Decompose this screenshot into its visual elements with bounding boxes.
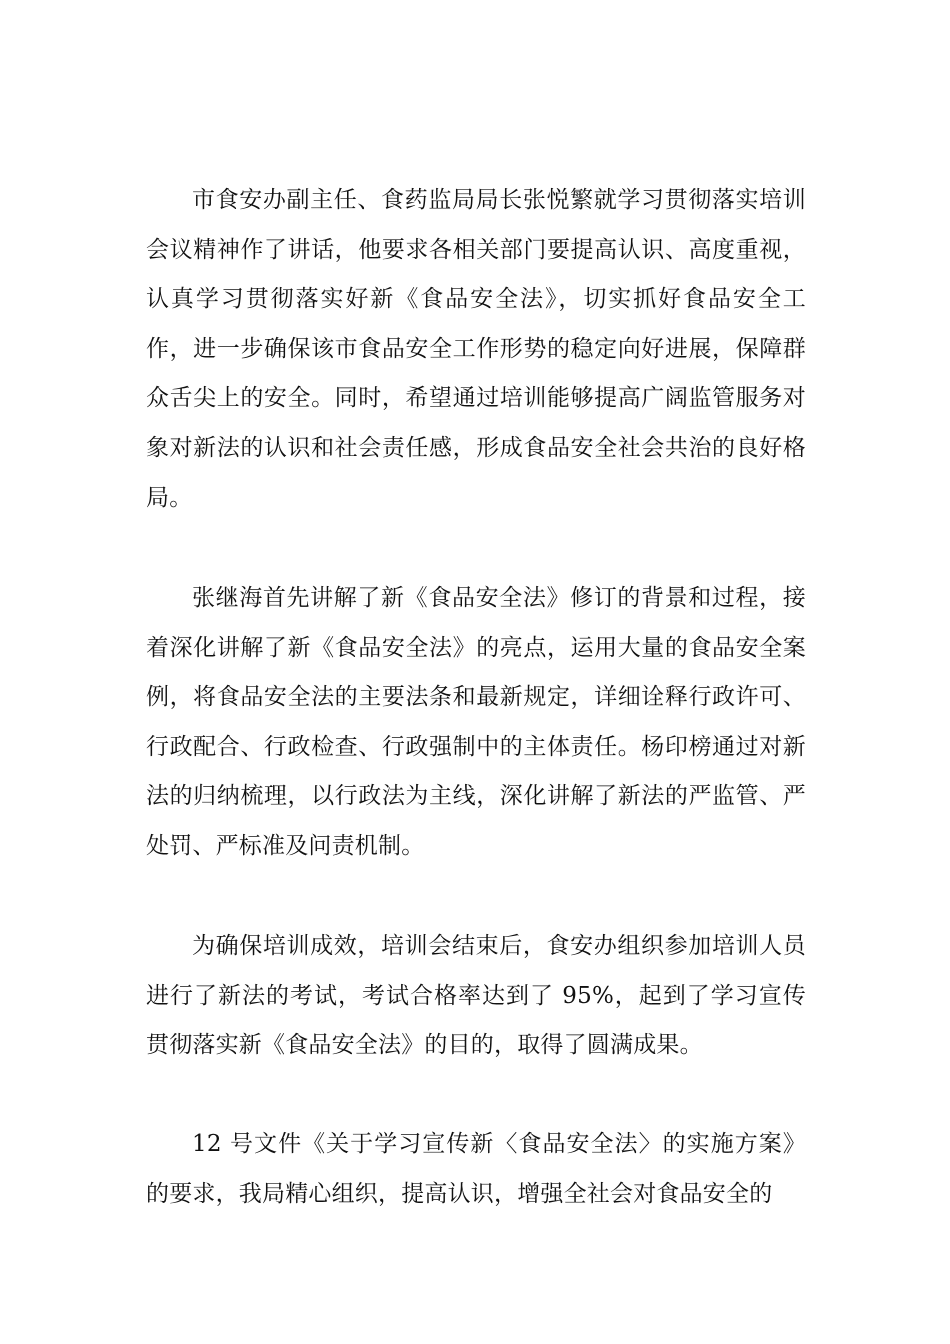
paragraph-exam: 为确保培训成效，培训会结束后，食安办组织参加培训人员进行了新法的考试，考试合格率达到了 95%，起到了学习宣传贯彻落实新《食品安全法》的目的，取得了圆满成果。 xyxy=(146,933,806,1059)
paragraph-implementation: 12 号文件《关于学习宣传新〈食品安全法〉的实施方案》的要求，我局精心组织，提高认识，增强全社会对食品安全的 xyxy=(146,1131,806,1207)
paragraph-lecture: 张继海首先讲解了新《食品安全法》修订的背景和过程，接着深化讲解了新《食品安全法》的亮点，运用大量的食品安全案例，将食品安全法的主要法条和最新规定，详细诠释行政许可、行政配合、行政检查、行政强制中的主体责任。杨印榜通过对新法的归纳梳理，以行政法为主线，深化讲解了新法的严监管、严处罚、严标准及问责机制。 xyxy=(146,585,806,859)
paragraph-speech: 市食安办副主任、食药监局局长张悦繁就学习贯彻落实培训会议精神作了讲话，他要求各相关部门要提高认识、高度重视，认真学习贯彻落实好新《食品安全法》，切实抓好食品安全工作，进一步确保该市食品安全工作形势的稳定向好进展，保障群众舌尖上的安全。同时，希望通过培训能够提高广阔监管服务对象对新法的认识和社会责任感，形成食品安全社会共治的良好格局。 xyxy=(146,187,806,511)
